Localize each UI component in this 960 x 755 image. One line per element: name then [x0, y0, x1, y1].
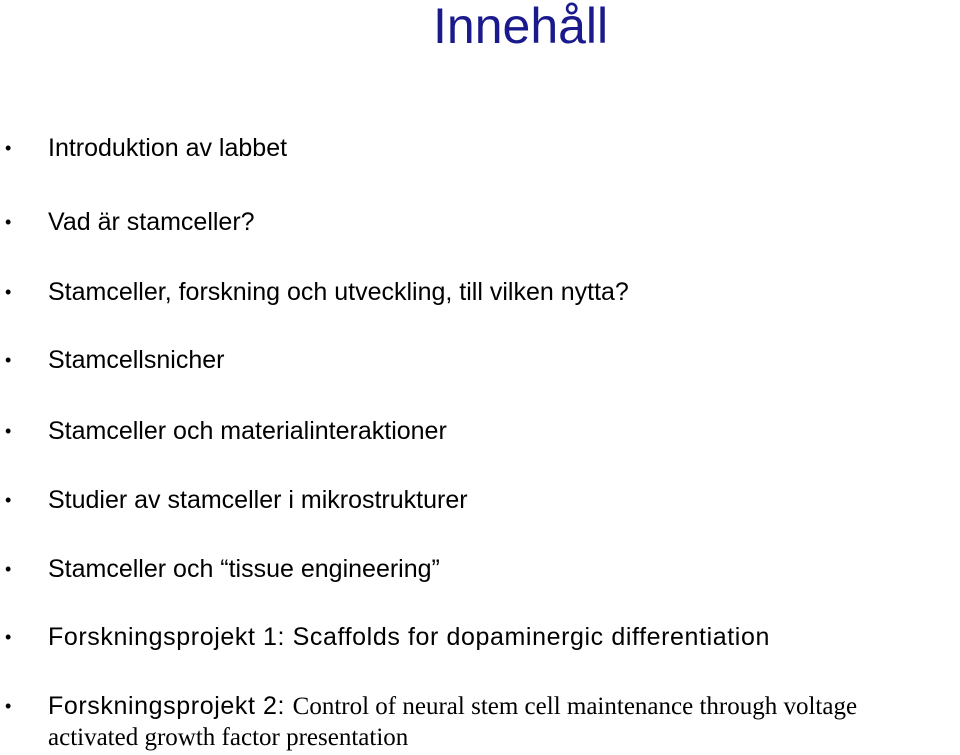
list-item-text: Stamceller, forskning och utveckling, till vilken nytta? — [48, 278, 629, 306]
list-item-text: Vad är stamceller? — [48, 208, 255, 236]
bullet-icon: • — [5, 696, 12, 716]
list-item-serif-text: Control of neural stem cell maintenance through voltage — [292, 693, 858, 720]
list-item-introduktion — [0, 131, 960, 165]
list-item-text — [48, 689, 857, 724]
bullet-icon: • — [5, 282, 12, 302]
bullet-icon: • — [5, 627, 12, 647]
list-item-prefix: Forskningsprojekt 2: — [48, 692, 293, 720]
bullet-icon: • — [5, 212, 12, 232]
list-item-forskning-nytta — [0, 275, 960, 309]
list-item-text: Stamceller och “tissue engineering” — [48, 555, 440, 583]
list-item-forskningsprojekt-2 — [0, 689, 960, 751]
list-item-vad-ar-stamceller — [0, 205, 960, 239]
list-item-text: Stamceller och materialinteraktioner — [48, 417, 447, 445]
list-item-continuation: activated growth factor presentation — [48, 724, 409, 751]
list-item-text: Studier av stamceller i mikrostrukturer — [48, 486, 468, 514]
list-item-mikrostrukturer — [0, 483, 960, 517]
bullet-icon: • — [5, 350, 12, 370]
bullet-icon: • — [5, 421, 12, 441]
list-item-text: Introduktion av labbet — [48, 134, 288, 162]
bullet-icon: • — [5, 490, 12, 510]
list-item-forskningsprojekt-1 — [0, 620, 960, 654]
list-item-tissue-engineering — [0, 552, 960, 586]
list-item-text: Forskningsprojekt 1: Scaffolds for dopaminergic differentiation — [48, 623, 770, 651]
list-item-stamcellsnicher — [0, 343, 960, 377]
bullet-icon: • — [5, 559, 12, 579]
slide-title: Innehåll — [433, 0, 609, 54]
list-item-text: Stamcellsnicher — [48, 346, 225, 374]
bullet-icon: • — [5, 138, 12, 158]
list-item-materialinteraktioner — [0, 414, 960, 448]
